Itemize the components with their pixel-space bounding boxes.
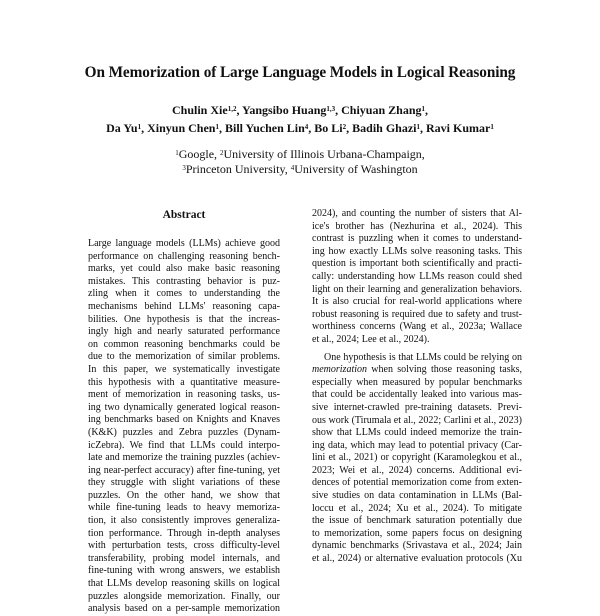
intro-paragraph-2	[312, 352, 522, 566]
text-line: ous work (Tirumala et al., 2022; Carlini et al., 2023)	[312, 414, 522, 426]
text-line: transferability, probing model internals, and	[88, 552, 280, 564]
text-line: zling when it comes to understanding the	[88, 288, 280, 300]
paper-title: On Memorization of Large Language Models in Logical Reasoning	[84, 64, 516, 81]
text-line: fine-tuning with wrong answers, we establish	[88, 565, 280, 577]
author: Chiyuan Zhang$^1$	[341, 103, 425, 117]
text-line: robust reasoning is required due to safety and trust-	[312, 308, 522, 320]
text-line: performance on challenging reasoning bench-	[88, 250, 280, 262]
text-line: tion performance. Through in-depth analyses	[88, 527, 280, 539]
affiliation-line-1: $^1$Google, $^2$University of Illinois Urbana-Champaign,	[175, 147, 425, 161]
text-line: tion, it also consistently improves generaliza-	[88, 515, 280, 527]
author: Da Yu$^1$	[106, 121, 142, 135]
intro-paragraph-1	[312, 208, 522, 347]
text-line: loccu et al., 2024; Xu et al., 2024). To mitigate	[312, 502, 522, 514]
text-line: Large language models (LLMs) achieve good	[88, 238, 280, 249]
text-line: ing data, which may lead to potential privacy (Car-	[312, 439, 522, 451]
affiliations	[60, 147, 540, 177]
text-line: bilities. One hypothesis is that the increas-	[88, 313, 280, 325]
text-line: they struggle with slight variations of these	[88, 477, 280, 489]
text-line: memorization when solving those reasoning tasks,	[312, 364, 522, 376]
text-line: ing near-perfect accuracy) after fine-tuning, yet	[88, 464, 280, 476]
text-line: ing benchmarks based on Knights and Knaves	[88, 414, 280, 426]
author-line-1: Chulin Xie$^{1,2}$, Yangsibo Huang$^{1,3}$, Chiyuan Zhang$^1$,	[172, 103, 428, 117]
text-line: that LLMs develop reasoning skills on logical	[88, 578, 280, 590]
text-line: et al., 2024) or alternative evaluation protocols (Xu	[312, 553, 522, 565]
author-line-2: Da Yu$^1$, Xinyun Chen$^1$, Bill Yuchen Lin$^4$, Bo Li$^2$, Badih Ghazi$^1$, Ravi Kumar$^1$	[106, 121, 494, 135]
intro-column	[312, 208, 522, 566]
text-line: question is important both scientifically and practi-	[312, 258, 522, 270]
text-line: (K&K) puzzles and Zebra puzzles (Dynam-	[88, 426, 280, 438]
text-line: 2023; Wei et al., 2024) concerns. Additional evi-	[312, 464, 522, 476]
author: Xinyun Chen$^1$	[147, 121, 219, 135]
text-line: show that LLMs could indeed memorize the train-	[312, 427, 522, 439]
text-line: light on their learning and generalization behaviors.	[312, 283, 522, 295]
author: Bill Yuchen Lin$^4$	[224, 121, 309, 135]
text-line: In this paper, we systematically investigate	[88, 363, 280, 375]
text-line: analysis based on a per-sample memorization	[88, 603, 280, 615]
text-line: mechanisms behind LLMs' reasoning capa-	[88, 300, 280, 312]
text-line: icZebra). We find that LLMs could interpo-	[88, 439, 280, 451]
abstract-heading: Abstract	[162, 209, 206, 221]
text-line: late and memorize the training puzzles (achiev-	[88, 452, 280, 464]
text-line: the issue of benchmark saturation potentially due	[312, 515, 522, 527]
text-line: to memorization, some papers focus on designing	[312, 527, 522, 539]
text-line: ingly high and nearly saturated performance	[88, 326, 280, 338]
text-line: due to the memorization of similar problems.	[88, 351, 280, 363]
text-line: puzzles alongside memorization. Finally, our	[88, 590, 280, 602]
text-line: mistakes. This contrasting behavior is puz-	[88, 275, 280, 287]
text-line: while fine-tuning leads to heavy memoriza-	[88, 502, 280, 514]
text-line: contrast is puzzling when it comes to understand-	[312, 233, 522, 245]
text-line: with perturbation tests, cross difficulty-level	[88, 540, 280, 552]
author-list	[60, 101, 540, 137]
author: Chulin Xie$^{1,2}$	[172, 103, 237, 117]
author: Yangsibo Huang$^{1,3}$	[242, 103, 336, 117]
text-line: ing how exactly LLMs solve reasoning tasks. This	[312, 245, 522, 257]
abstract-body	[88, 238, 280, 616]
text-line: One hypothesis is that LLMs could be relying on	[324, 351, 522, 363]
text-line: et al., 2024; Lee et al., 2024).	[312, 333, 430, 345]
text-line: sive studies on data contamination in LLMs (Bal-	[312, 490, 522, 502]
author: Bo Li$^2$	[314, 121, 347, 135]
author: Badih Ghazi$^1$	[352, 121, 420, 135]
text-line: that could be accidentally leaked into various mas-	[312, 389, 522, 401]
text-line: lini et al., 2021) or copyright (Karamolegkou et al.,	[312, 452, 522, 464]
text-line: ment of memorization in reasoning tasks, us-	[88, 389, 280, 401]
text-line: ice's brother has (Nezhurina et al., 2024). This	[312, 220, 522, 232]
text-line: this hypothesis with a quantitative measure-	[88, 376, 280, 388]
text-line: worthiness concerns (Wang et al., 2023a; Wallace	[312, 321, 522, 333]
text-line: puzzles. On the other hand, we show that	[88, 489, 280, 501]
text-line: dences of potential memorization come from exten-	[312, 477, 522, 489]
text-line: sive internet-crawled pre-training datasets. Previ-	[312, 401, 522, 413]
text-line: on common reasoning benchmarks could be	[88, 338, 280, 350]
affiliation-line-2: $^3$Princeton University, $^4$University of Washington	[182, 162, 418, 176]
text-line: ing two dynamically generated logical reason-	[88, 401, 280, 413]
text-line: It is also crucial for real-world applications where	[312, 296, 522, 308]
text-line: dynamic benchmarks (Srivastava et al., 2024; Jain	[312, 540, 522, 552]
text-line: marks, yet could also make basic reasoning	[88, 263, 280, 275]
author: Ravi Kumar$^1$	[426, 121, 494, 135]
text-line: cally: understanding how LLMs reason could shed	[312, 270, 522, 282]
text-line: especially when measured by popular benchmarks	[312, 376, 522, 388]
text-line: 2024), and counting the number of sisters that Al-	[312, 208, 522, 219]
